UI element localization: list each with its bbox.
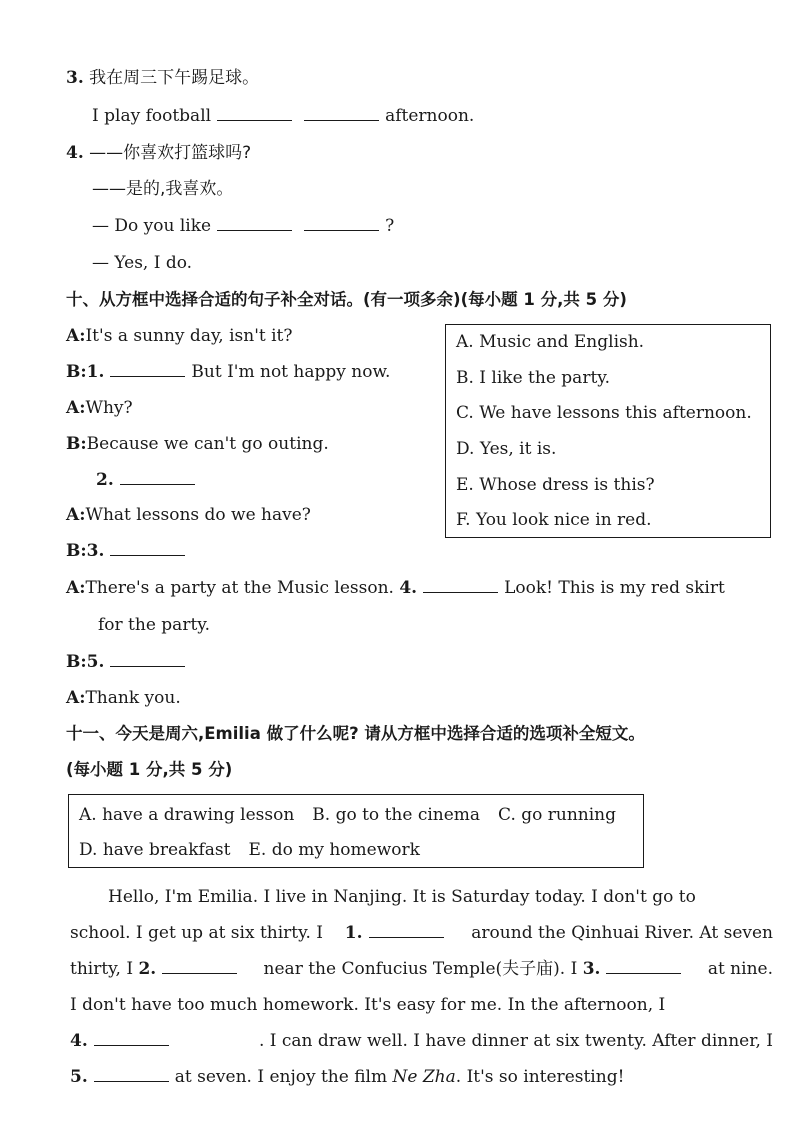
passage-text: Hello, I'm Emilia. I live in Nanjing. It is Saturday today. I don't go to bbox=[108, 887, 696, 907]
q4-en-post: ? bbox=[385, 216, 395, 236]
question-number: 1. bbox=[344, 923, 363, 943]
dialogue-line-4 bbox=[66, 432, 329, 456]
passage-text: at nine. bbox=[707, 959, 773, 979]
q3-en-post: afternoon. bbox=[385, 106, 475, 126]
dialogue-text: What lessons do we have? bbox=[85, 505, 311, 525]
dialogue-blank-5[interactable] bbox=[110, 650, 185, 667]
question-number: 4. bbox=[70, 1031, 88, 1051]
section11-option-b: B. go to the cinema bbox=[312, 805, 481, 825]
passage-blank-3[interactable] bbox=[606, 957, 681, 974]
passage-blank-5[interactable] bbox=[94, 1065, 169, 1082]
question-number: 5. bbox=[86, 652, 105, 672]
dialogue-line-10 bbox=[66, 686, 181, 710]
passage-text: school. I get up at six thirty. I bbox=[70, 923, 324, 943]
passage-line-3 bbox=[70, 957, 773, 981]
question-number: 2. bbox=[138, 959, 157, 979]
speaker-label: A: bbox=[66, 578, 86, 598]
dialogue-blank-3[interactable] bbox=[110, 539, 185, 556]
dialogue-line-3 bbox=[66, 396, 133, 420]
dialogue-line-5 bbox=[96, 468, 201, 492]
question-number: 3. bbox=[582, 959, 601, 979]
section11-option-a: A. have a drawing lesson bbox=[79, 805, 295, 825]
passage-line-1 bbox=[108, 885, 773, 909]
section11-option-e: E. do my homework bbox=[248, 840, 420, 860]
section11-option-c: C. go running bbox=[498, 805, 617, 825]
passage-blank-4[interactable] bbox=[94, 1029, 169, 1046]
section11-options-row-1 bbox=[79, 803, 616, 827]
passage-line-2 bbox=[70, 921, 773, 945]
speaker-label: B: bbox=[66, 362, 87, 382]
question-number: 4. bbox=[399, 578, 418, 598]
q3-chinese bbox=[66, 66, 259, 90]
section10-option-d: D. Yes, it is. bbox=[456, 439, 557, 459]
passage-line-5 bbox=[70, 1029, 773, 1053]
dialogue-blank-1[interactable] bbox=[110, 360, 185, 377]
speaker-label: A: bbox=[66, 688, 86, 708]
passage-line-6 bbox=[70, 1065, 624, 1089]
q4-en-pre: — Do you like bbox=[92, 216, 212, 236]
passage-line-4 bbox=[70, 993, 665, 1017]
speaker-label: A: bbox=[66, 398, 86, 418]
dialogue-line-9 bbox=[66, 650, 191, 674]
q3-en-pre: I play football bbox=[92, 106, 212, 126]
dialogue-blank-4[interactable] bbox=[423, 576, 498, 593]
section11-title-pre: 十一、今天是周六, bbox=[66, 724, 205, 743]
passage-text: . I can draw well. I have dinner at six twenty. After dinner, I bbox=[258, 1031, 773, 1051]
dialogue-text: There's a party at the Music lesson. bbox=[85, 578, 394, 598]
q3-chinese-text: 我在周三下午踢足球。 bbox=[89, 68, 260, 88]
section11-option-d: D. have breakfast bbox=[79, 840, 231, 860]
q4-english-2: — Yes, I do. bbox=[92, 253, 193, 273]
speaker-label: B: bbox=[66, 434, 87, 454]
speaker-label: A: bbox=[66, 505, 86, 525]
section11-title-name: Emilia bbox=[204, 724, 261, 743]
dialogue-text: It's a sunny day, isn't it? bbox=[85, 326, 293, 346]
dialogue-text: Thank you. bbox=[85, 688, 181, 708]
dialogue-text: But I'm not happy now. bbox=[191, 362, 391, 382]
dialogue-text: Look! This is my red skirt bbox=[504, 578, 725, 598]
section11-options-box bbox=[68, 794, 644, 868]
question-number: 5. bbox=[70, 1067, 88, 1087]
section11-score: (每小题 1 分,共 5 分) bbox=[66, 760, 233, 779]
passage-blank-2[interactable] bbox=[162, 957, 237, 974]
speaker-label: A: bbox=[66, 326, 86, 346]
dialogue-text: Because we can't go outing. bbox=[86, 434, 329, 454]
q3-number: 3. bbox=[66, 68, 84, 88]
section11-title bbox=[66, 722, 645, 746]
passage-blank-1[interactable] bbox=[369, 921, 444, 938]
section11-options-row-2 bbox=[79, 838, 420, 862]
dialogue-line-6 bbox=[66, 503, 311, 527]
dialogue-line-1 bbox=[66, 324, 293, 348]
question-number: 3. bbox=[86, 541, 105, 561]
dialogue-line-7 bbox=[66, 539, 191, 563]
passage-text: at seven. I enjoy the film bbox=[174, 1067, 388, 1087]
q4-chinese-text-1: ——你喜欢打篮球吗? bbox=[89, 143, 252, 163]
dialogue-line-2 bbox=[66, 360, 390, 384]
section10-option-b: B. I like the party. bbox=[456, 368, 611, 388]
film-title: Ne Zha bbox=[392, 1067, 456, 1087]
section10-option-c: C. We have lessons this afternoon. bbox=[456, 403, 752, 423]
passage-text: . It's so interesting! bbox=[455, 1067, 625, 1087]
question-number: 1. bbox=[86, 362, 105, 382]
speaker-label: B: bbox=[66, 652, 87, 672]
dialogue-blank-2[interactable] bbox=[120, 468, 195, 485]
section10-options-box bbox=[445, 324, 771, 538]
q4-english-1 bbox=[92, 214, 394, 238]
question-number: 2. bbox=[96, 470, 114, 490]
passage-text: I don't have too much homework. It's easy for me. In the afternoon, I bbox=[70, 995, 666, 1015]
section10-option-a: A. Music and English. bbox=[456, 332, 645, 352]
section10-option-f: F. You look nice in red. bbox=[456, 510, 652, 530]
dialogue-line-8 bbox=[66, 576, 725, 600]
section10-option-e: E. Whose dress is this? bbox=[456, 475, 655, 495]
passage-text: thirty, I bbox=[70, 959, 134, 979]
q4-blank-1[interactable] bbox=[217, 214, 292, 231]
q4-chinese-1 bbox=[66, 141, 251, 165]
q3-blank-1[interactable] bbox=[217, 104, 292, 121]
q4-blank-2[interactable] bbox=[304, 214, 379, 231]
dialogue-text: Why? bbox=[85, 398, 133, 418]
passage-text: around the Qinhuai River. At seven bbox=[471, 923, 773, 943]
section10-title: 十、从方框中选择合适的句子补全对话。(有一项多余)(每小题 1 分,共 5 分) bbox=[66, 290, 627, 309]
q4-chinese-2: ——是的,我喜欢。 bbox=[92, 179, 234, 199]
q3-english bbox=[92, 104, 474, 128]
section11-title-post: 做了什么呢? 请从方框中选择合适的选项补全短文。 bbox=[260, 724, 645, 743]
q4-number: 4. bbox=[66, 143, 84, 163]
dialogue-line-8-cont: for the party. bbox=[98, 615, 211, 635]
passage-text: near the Confucius Temple(夫子庙). I bbox=[263, 959, 578, 979]
q3-blank-2[interactable] bbox=[304, 104, 379, 121]
speaker-label: B: bbox=[66, 541, 87, 561]
